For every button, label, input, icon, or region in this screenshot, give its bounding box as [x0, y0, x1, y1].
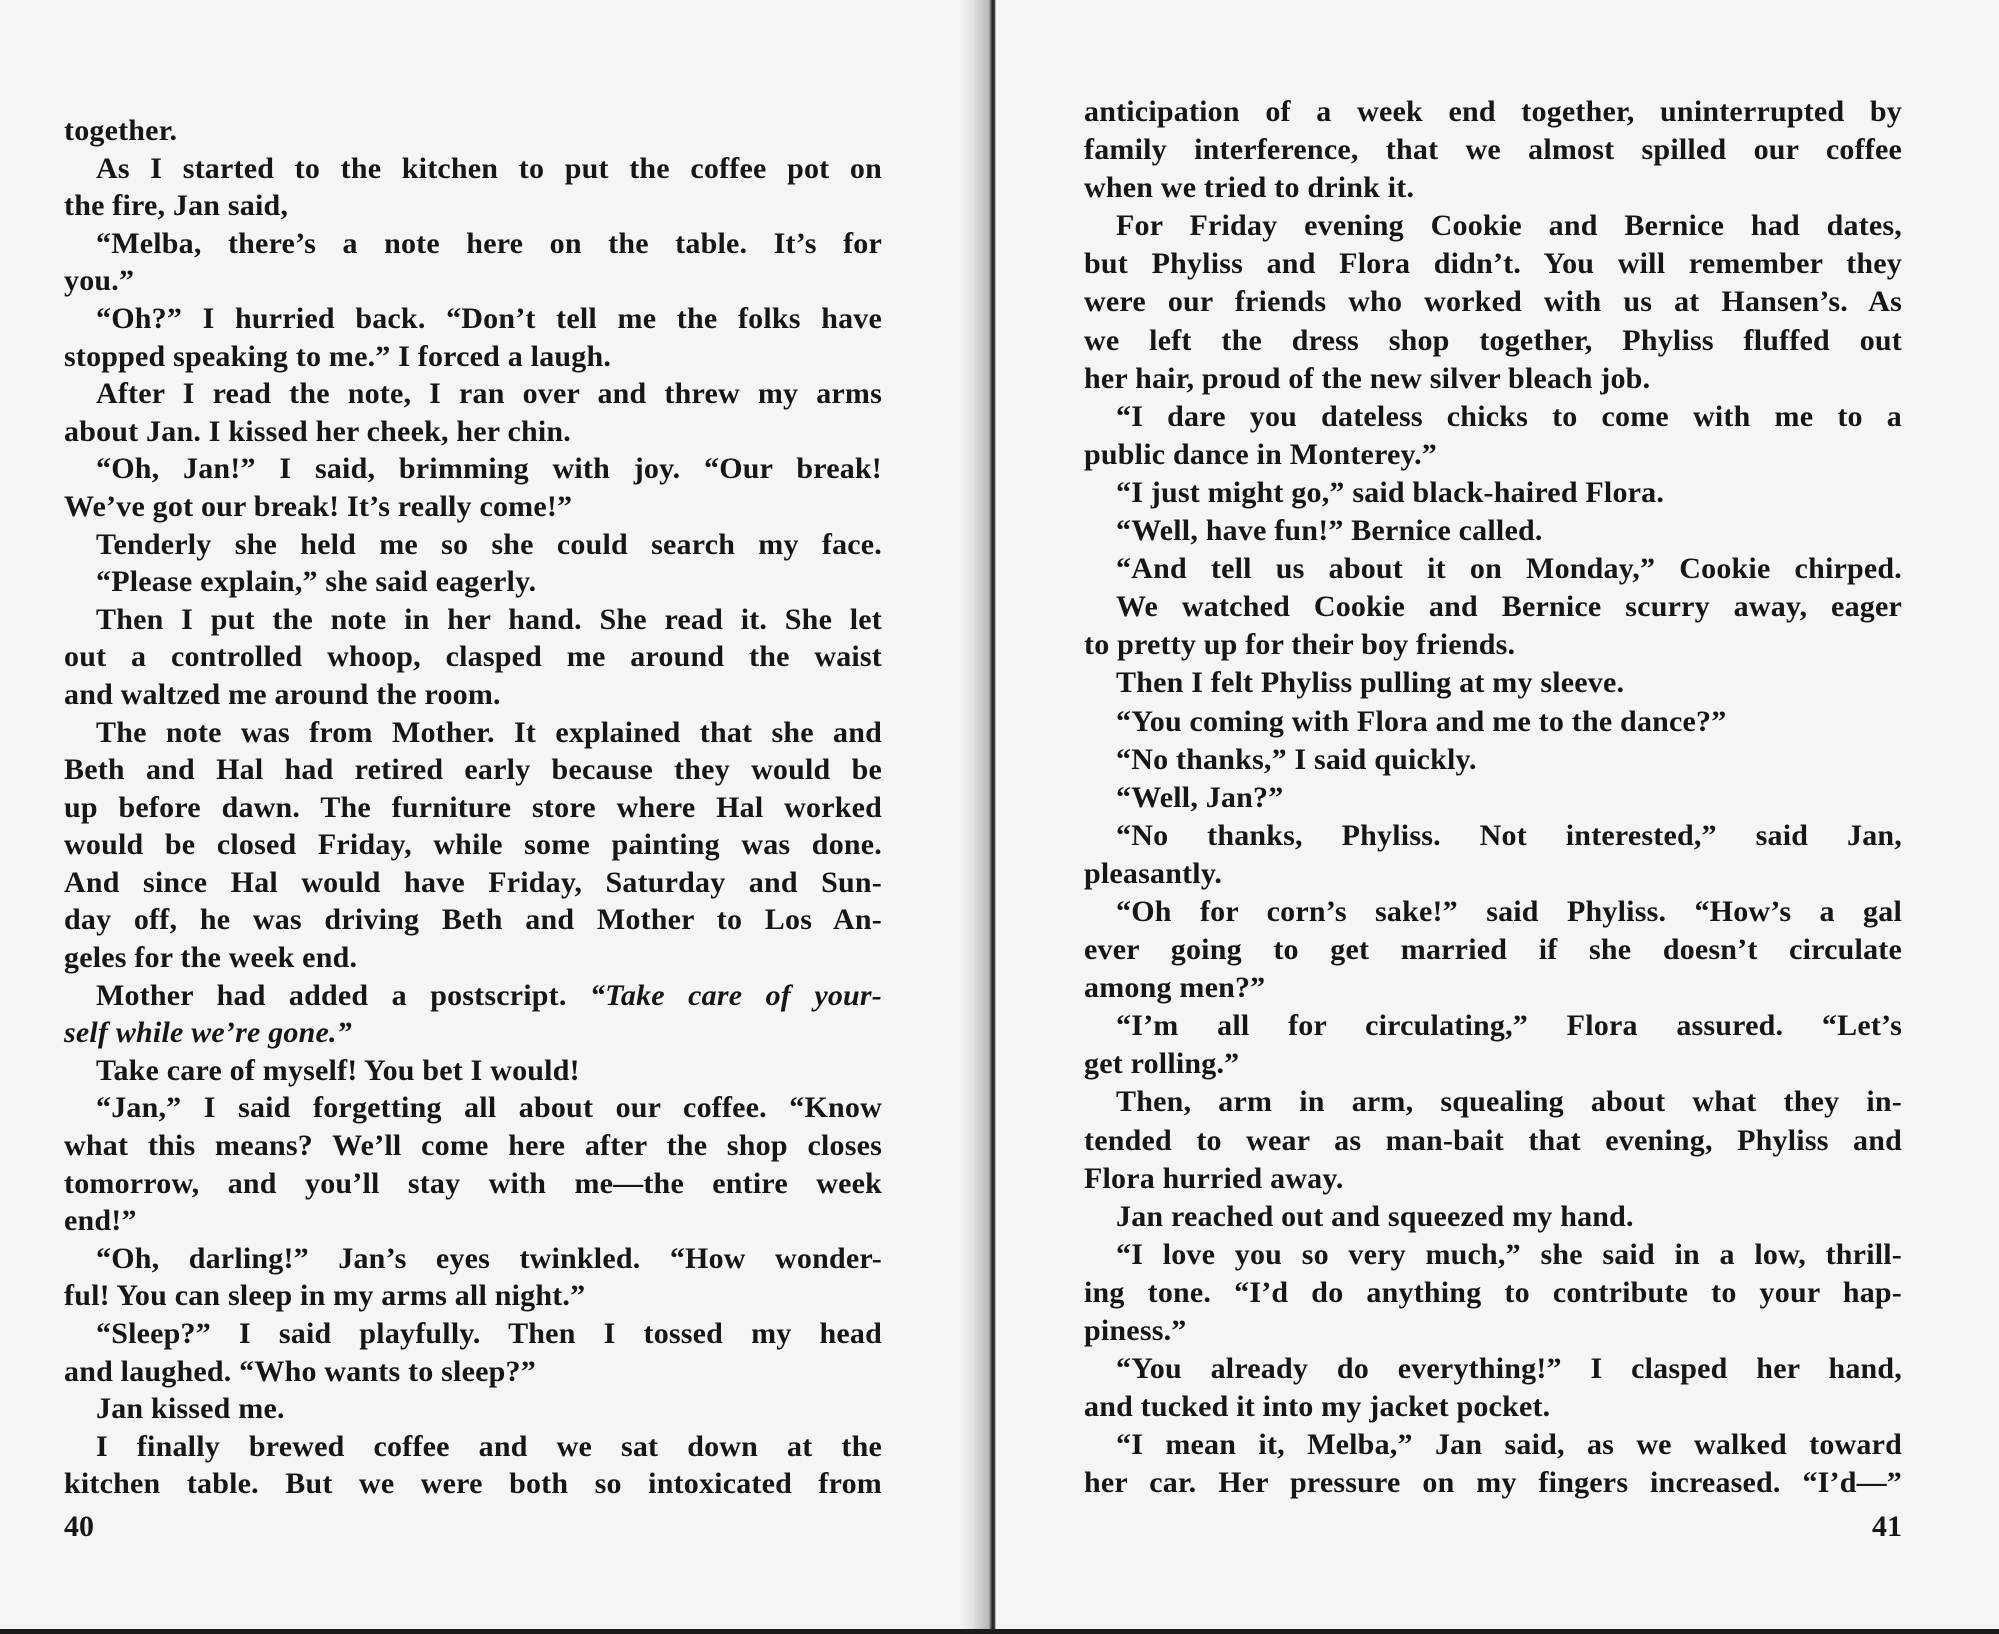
line-text: “Oh, Jan!” I said, brimming with joy. “Our break!	[96, 452, 882, 486]
line-text: out a controlled whoop, clasped me around the waist	[64, 640, 882, 674]
italic-text: self while we’re gone.”	[64, 1016, 352, 1050]
text-line	[1084, 1350, 1902, 1388]
text-line	[1084, 1160, 1902, 1198]
line-text: get rolling.”	[1084, 1047, 1240, 1081]
text-line	[1084, 741, 1902, 779]
text-line	[1084, 1007, 1902, 1045]
text-line	[64, 1165, 882, 1203]
text-line	[1084, 93, 1902, 131]
line-text: We watched Cookie and Bernice scurry away, eager	[1116, 590, 1902, 624]
line-text: Then I felt Phyliss pulling at my sleeve.	[1116, 666, 1625, 700]
line-text: ing tone. “I’d do anything to contribute to your hap-	[1084, 1275, 1902, 1309]
line-text: about Jan. I kissed her cheek, her chin.	[64, 414, 571, 448]
line-text: ful! You can sleep in my arms all night.”	[64, 1279, 586, 1313]
line-text: “Oh, darling!” Jan’s eyes twinkled. “How wonder-	[96, 1241, 882, 1275]
text-line	[1084, 283, 1902, 321]
text-line	[1084, 1312, 1902, 1350]
line-text: piness.”	[1084, 1314, 1187, 1347]
text-line	[64, 450, 882, 488]
line-text: Beth and Hal had retired early because they would be	[64, 753, 882, 787]
left-page-text	[64, 112, 882, 1503]
line-text: “Melba, there’s a note here on the table. It’s for	[96, 226, 882, 260]
line-text: “Oh for corn’s sake!” said Phyliss. “How’s a gal	[1116, 894, 1902, 928]
text-line	[64, 1240, 882, 1278]
text-line	[1084, 1464, 1902, 1502]
text-line	[64, 1014, 882, 1052]
line-text: “And tell us about it on Monday,” Cookie chirped.	[1116, 552, 1902, 586]
text-line	[1084, 1122, 1902, 1160]
text-line	[1084, 512, 1902, 550]
text-line	[1084, 588, 1902, 626]
text-line	[64, 375, 882, 413]
line-text: Take care of myself! You bet I would!	[96, 1053, 580, 1087]
text-line	[64, 225, 882, 263]
line-text: “No thanks, Phyliss. Not interested,” said Jan,	[1116, 818, 1902, 852]
line-text: “I mean it, Melba,” Jan said, as we walked toward	[1116, 1428, 1902, 1462]
text-line	[1084, 1388, 1902, 1426]
right-page-text	[1084, 93, 1902, 1502]
text-line	[64, 714, 882, 752]
line-text: Jan reached out and squeezed my hand.	[1116, 1199, 1634, 1233]
text-line	[64, 1428, 882, 1466]
text-line	[64, 901, 882, 939]
text-line	[1084, 322, 1902, 360]
line-text: Then, arm in arm, squealing about what they in-	[1116, 1085, 1902, 1119]
book-spine	[960, 0, 996, 1634]
line-text: pleasantly.	[1084, 856, 1223, 890]
text-line	[64, 150, 882, 188]
text-line	[64, 1390, 882, 1428]
line-text: up before dawn. The furniture store where Hal worked	[64, 790, 882, 824]
line-text: were our friends who worked with us at Hansen’s. As	[1084, 285, 1902, 319]
line-text: “I love you so very much,” she said in a low, thrill-	[1116, 1237, 1902, 1271]
line-text: the fire, Jan said,	[64, 189, 289, 223]
text-line	[64, 488, 882, 526]
text-line	[1084, 1045, 1902, 1083]
line-text: “I’m all for circulating,” Flora assured. “Let’s	[1116, 1009, 1902, 1043]
text-line	[64, 826, 882, 864]
line-text: to pretty up for their boy friends.	[1084, 628, 1516, 662]
text-line	[1084, 207, 1902, 245]
line-text: and waltzed me around the room.	[64, 677, 501, 711]
line-text: The note was from Mother. It explained that she and	[96, 715, 882, 749]
text-line	[64, 338, 882, 376]
line-text: “Sleep?” I said playfully. Then I tossed my head	[96, 1317, 882, 1350]
italic-text: “Take care of your-	[589, 978, 882, 1012]
text-line	[64, 112, 882, 150]
line-text: And since Hal would have Friday, Saturday and Sun-	[64, 865, 882, 899]
scan-edge	[0, 1629, 1999, 1634]
text-line	[64, 676, 882, 714]
line-text: public dance in Monterey.”	[1084, 437, 1437, 471]
line-text: anticipation of a week end together, uninterrupted by	[1084, 95, 1902, 128]
line-text: and tucked it into my jacket pocket.	[1084, 1390, 1551, 1424]
text-line	[64, 789, 882, 827]
text-line	[1084, 893, 1902, 931]
text-line	[64, 751, 882, 789]
text-line	[64, 638, 882, 676]
line-text: “Jan,” I said forgetting all about our coffee. “Know	[96, 1091, 882, 1125]
text-line	[1084, 131, 1902, 169]
line-text: We’ve got our break! It’s really come!”	[64, 489, 573, 523]
text-line	[1084, 398, 1902, 436]
line-text: but Phyliss and Flora didn’t. You will remember they	[1084, 247, 1902, 281]
text-line	[64, 1465, 882, 1503]
line-text: day off, he was driving Beth and Mother to Los An-	[64, 903, 882, 937]
text-line	[64, 1202, 882, 1240]
text-line	[1084, 1274, 1902, 1312]
line-text: As I started to the kitchen to put the coffee pot on	[96, 151, 882, 185]
line-text: you.”	[64, 264, 135, 298]
text-line	[1084, 779, 1902, 817]
line-text: what this means? We’ll come here after the shop closes	[64, 1129, 882, 1163]
line-text: “Well, have fun!” Bernice called.	[1116, 514, 1543, 548]
line-text: geles for the week end.	[64, 941, 358, 975]
line-text: tomorrow, and you’ll stay with me—the entire week	[64, 1166, 882, 1200]
text-line	[1084, 360, 1902, 398]
line-text: together.	[64, 114, 178, 147]
line-text: ever going to get married if she doesn’t circulate	[1084, 933, 1902, 967]
line-text: For Friday evening Cookie and Bernice had dates,	[1116, 209, 1902, 243]
text-line	[64, 864, 882, 902]
text-line	[64, 939, 882, 977]
line-text: I finally brewed coffee and we sat down at the	[96, 1429, 882, 1463]
text-line	[64, 601, 882, 639]
line-text: “Well, Jan?”	[1116, 780, 1284, 814]
text-line	[1084, 703, 1902, 741]
text-line	[1084, 664, 1902, 702]
text-line	[1084, 245, 1902, 283]
text-line	[1084, 436, 1902, 474]
text-line	[1084, 1198, 1902, 1236]
line-text: “I just might go,” said black-haired Flora.	[1116, 475, 1665, 509]
line-text: After I read the note, I ran over and threw my arms	[96, 377, 882, 411]
line-text: “Please explain,” she said eagerly.	[96, 565, 537, 599]
line-text: family interference, that we almost spilled our coffee	[1084, 133, 1902, 167]
text-line	[64, 977, 882, 1015]
text-line	[64, 300, 882, 338]
line-text: “I dare you dateless chicks to come with me to a	[1116, 399, 1902, 433]
line-text: tended to wear as man-bait that evening, Phyliss and	[1084, 1123, 1902, 1157]
text-line	[1084, 969, 1902, 1007]
text-line	[64, 1052, 882, 1090]
text-line	[64, 526, 882, 564]
line-text: Flora hurried away.	[1084, 1161, 1344, 1195]
text-line	[64, 1089, 882, 1127]
line-text: Tenderly she held me so she could search my face.	[96, 527, 882, 561]
line-text: Jan kissed me.	[96, 1392, 285, 1426]
text-line	[64, 187, 882, 225]
text-line	[1084, 550, 1902, 588]
text-line	[64, 1315, 882, 1353]
line-text: Then I put the note in her hand. She read it. She let	[96, 602, 882, 636]
line-text: when we tried to drink it.	[1084, 171, 1415, 205]
line-text: “No thanks,” I said quickly.	[1116, 742, 1477, 776]
page-number-right: 41	[1872, 1510, 1902, 1543]
page-number-left: 40	[64, 1510, 94, 1543]
line-text: stopped speaking to me.” I forced a laugh.	[64, 339, 612, 373]
line-text: “Oh?” I hurried back. “Don’t tell me the folks have	[96, 301, 882, 335]
text-line	[64, 1353, 882, 1391]
line-text: end!”	[64, 1204, 137, 1238]
line-text: and laughed. “Who wants to sleep?”	[64, 1354, 536, 1388]
text-line	[1084, 626, 1902, 664]
text-line	[64, 1277, 882, 1315]
text-line	[1084, 855, 1902, 893]
text-line	[1084, 817, 1902, 855]
line-text: her hair, proud of the new silver bleach job.	[1084, 361, 1651, 395]
line-text: kitchen table. But we were both so intoxicated from	[64, 1467, 882, 1501]
text-line	[1084, 931, 1902, 969]
line-text: among men?”	[1084, 971, 1266, 1005]
text-line	[64, 563, 882, 601]
text-line	[1084, 474, 1902, 512]
line-text: Mother had added a postscript.	[96, 978, 590, 1012]
line-text: “You already do everything!” I clasped her hand,	[1116, 1352, 1902, 1386]
line-text: we left the dress shop together, Phyliss fluffed out	[1084, 323, 1902, 357]
text-line	[1084, 1236, 1902, 1274]
text-line	[64, 413, 882, 451]
line-text: would be closed Friday, while some painting was done.	[64, 828, 882, 862]
text-line	[1084, 1083, 1902, 1121]
text-line	[64, 1127, 882, 1165]
text-line	[64, 262, 882, 300]
line-text: her car. Her pressure on my fingers increased. “I’d—”	[1084, 1466, 1902, 1500]
text-line	[1084, 1426, 1902, 1464]
line-text: “You coming with Flora and me to the dance?”	[1116, 704, 1727, 738]
text-line	[1084, 169, 1902, 207]
